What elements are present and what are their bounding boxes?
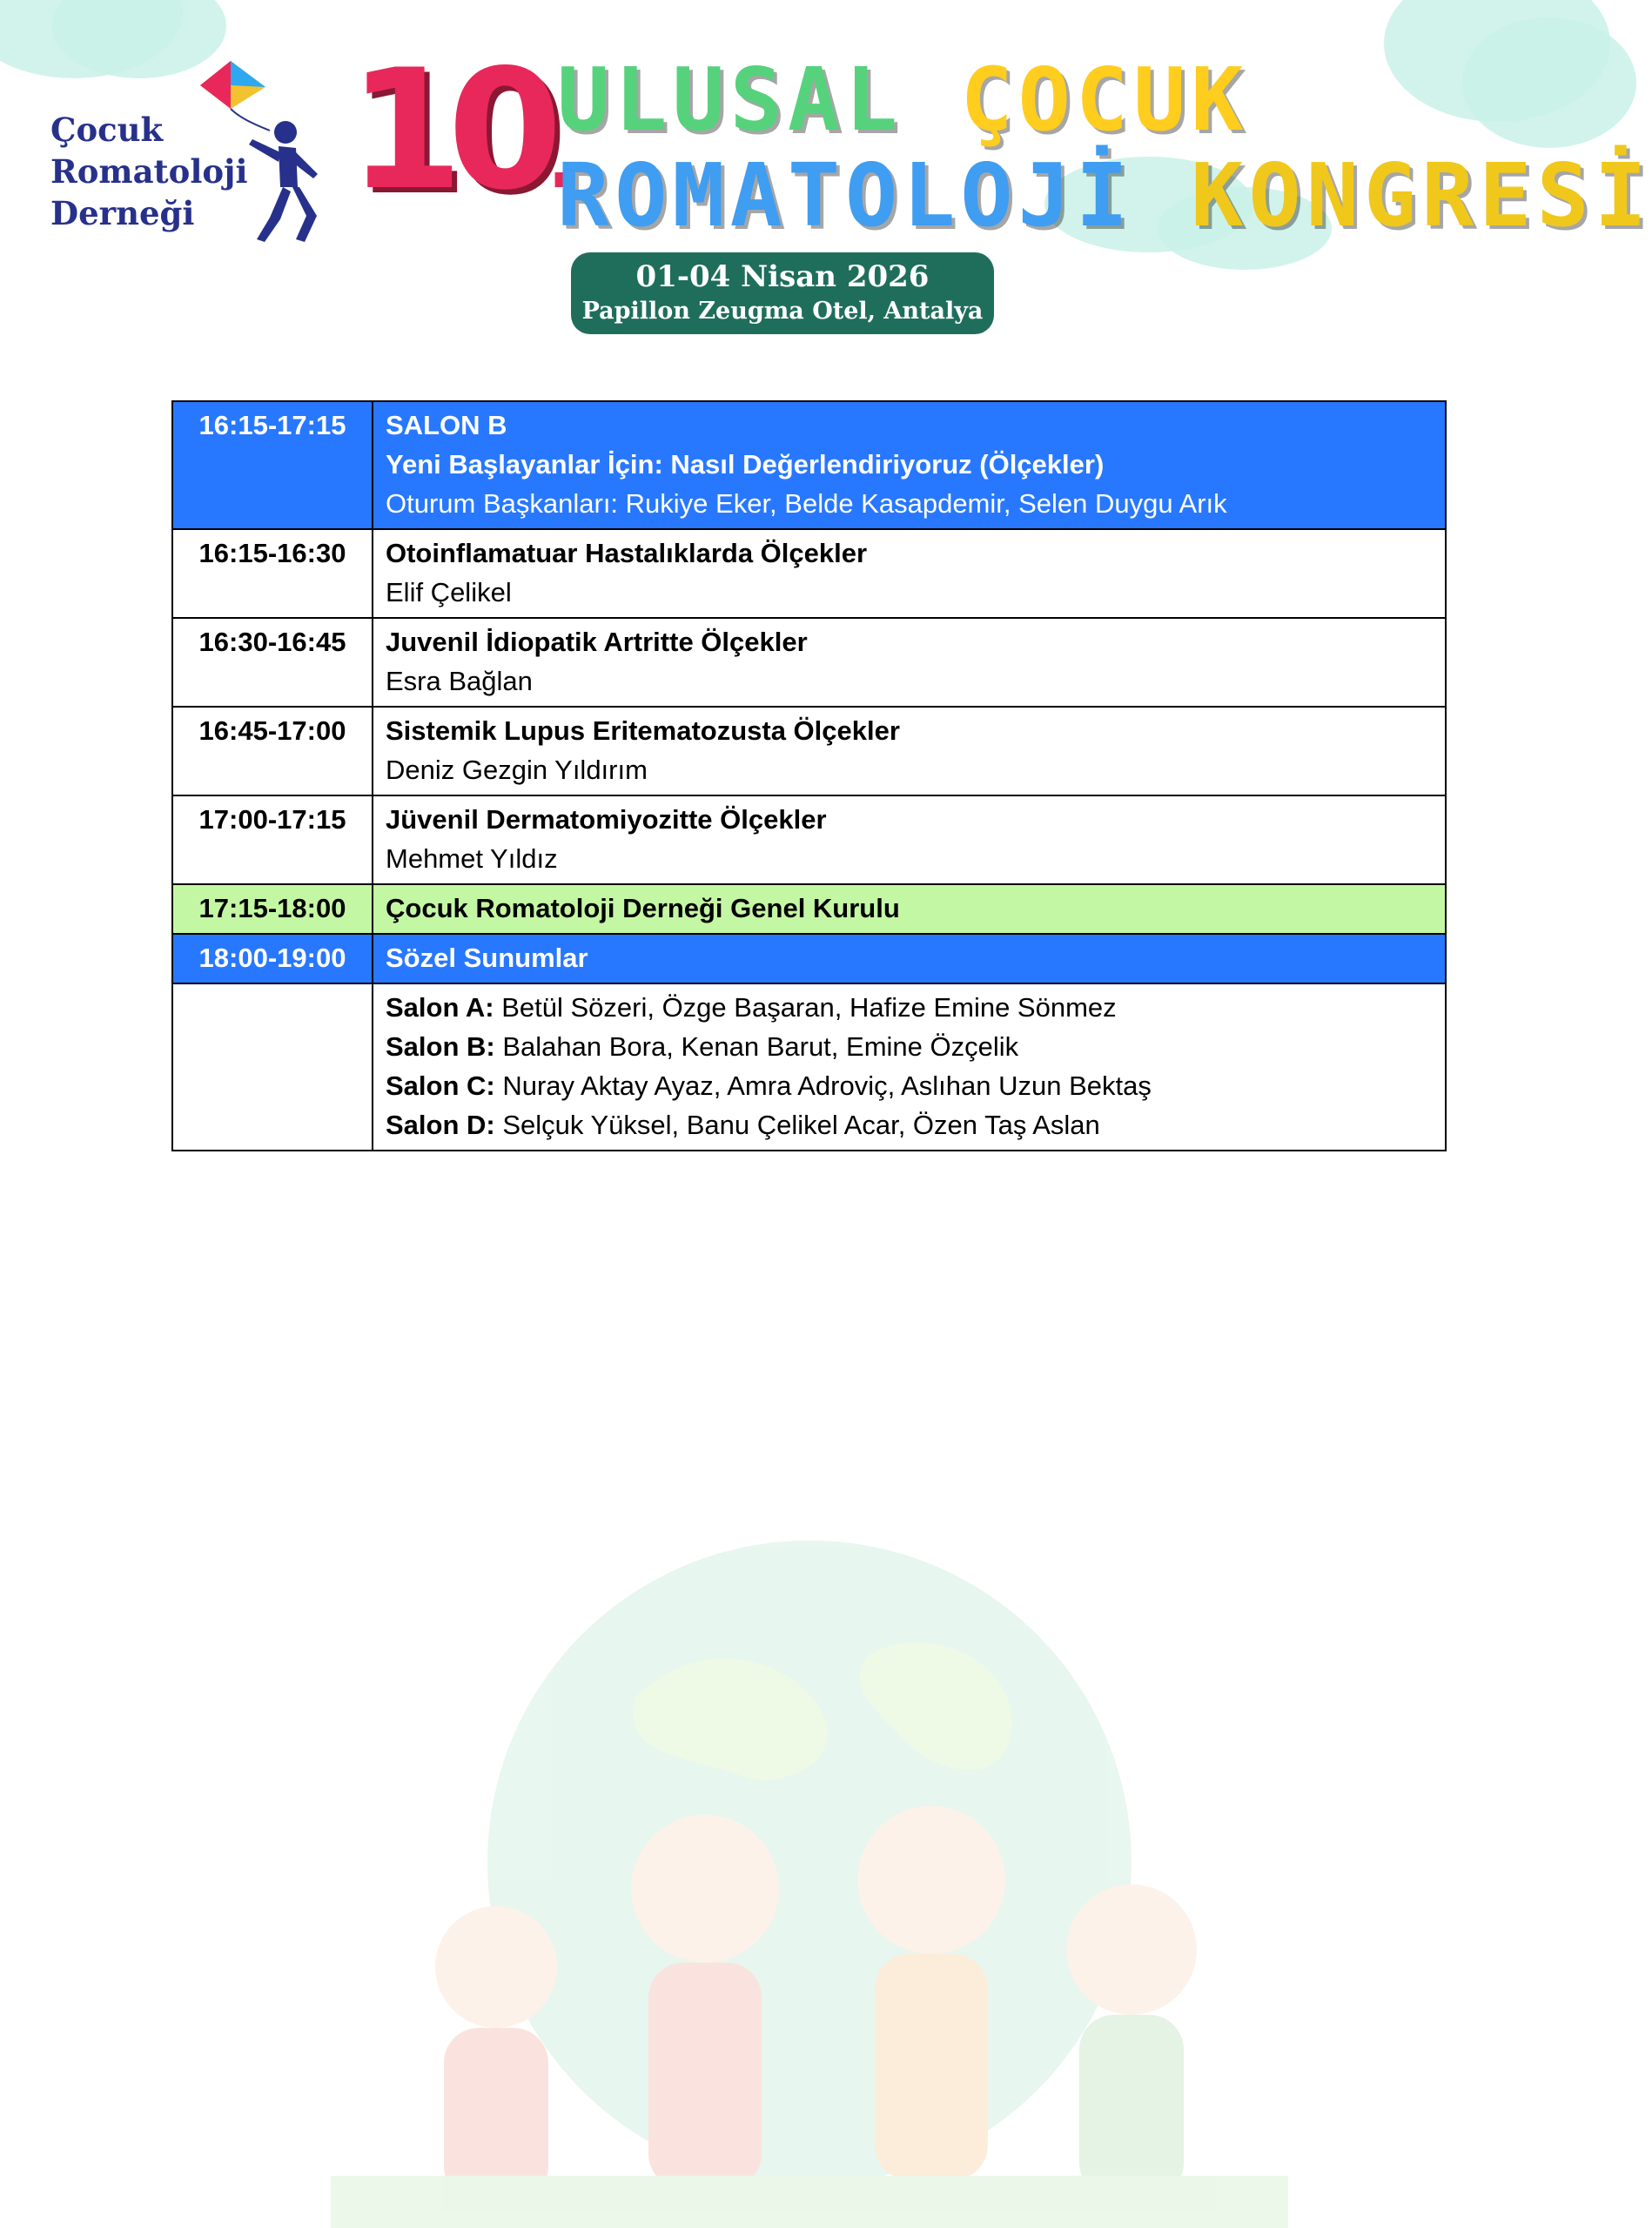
talk-title: Otoinflamatuar Hastalıklarda Ölçekler [386, 538, 868, 568]
congress-title-line-2 [557, 144, 1652, 246]
oral-hall-label: Salon B: [386, 1031, 495, 1062]
talk-speaker: Mehmet Yıldız [386, 843, 558, 874]
cloud-decoration [1462, 17, 1636, 148]
table-row [172, 529, 1446, 618]
talk-speaker: Esra Bağlan [386, 666, 533, 696]
oral-presentations-header-row [172, 934, 1446, 983]
oral-time: 18:00-19:00 [172, 934, 373, 983]
talk-time: 16:15-16:30 [172, 529, 373, 618]
talk-info [373, 707, 1446, 795]
logo-line-1: Çocuk [50, 111, 164, 149]
session-info [373, 401, 1446, 529]
oral-hall-label: Salon A: [386, 992, 494, 1023]
general-assembly-row [172, 884, 1446, 934]
assembly-time: 17:15-18:00 [172, 884, 373, 934]
oral-hall-label: Salon D: [386, 1110, 495, 1140]
logo-line-2: Romatoloji [50, 152, 248, 191]
organization-logo [35, 61, 322, 252]
congress-title-line-1 [557, 49, 1249, 151]
talk-speaker: Deniz Gezgin Yıldırım [386, 755, 648, 785]
talk-title: Jüvenil Dermatomiyozitte Ölçekler [386, 804, 827, 835]
talk-info [373, 795, 1446, 884]
oral-halls-row [172, 983, 1446, 1151]
title-word-ulusal: ULUSAL [557, 49, 903, 151]
talk-time: 16:45-17:00 [172, 707, 373, 795]
congress-number-dot: . [547, 115, 561, 206]
oral-halls [373, 983, 1446, 1151]
oral-hall-item [386, 988, 1433, 1027]
session-time: 16:15-17:15 [172, 401, 373, 529]
oral-hall-names: Betül Sözeri, Özge Başaran, Hafize Emine Sönmez [501, 992, 1117, 1023]
talk-info [373, 529, 1446, 618]
table-row [172, 795, 1446, 884]
congress-dates: 01-04 Nisan 2026 [635, 259, 930, 294]
logo-line-3: Derneği [50, 194, 195, 232]
congress-venue: Papillon Zeugma Otel, Antalya [581, 298, 984, 325]
session-title: Yeni Başlayanlar İçin: Nasıl Değerlendiriyoruz (Ölçekler) [386, 449, 1105, 480]
talk-time: 16:30-16:45 [172, 618, 373, 707]
table-row [172, 618, 1446, 707]
oral-hall-names: Balahan Bora, Kenan Barut, Emine Özçelik [502, 1031, 1019, 1062]
congress-number [348, 34, 561, 244]
title-word-romatoloji: ROMATOLOJİ [557, 144, 1134, 246]
congress-number-digits: 10 [348, 34, 547, 226]
globe-children-illustration [331, 1480, 1288, 2228]
logo-text [50, 109, 248, 234]
assembly-title: Çocuk Romatoloji Derneği Genel Kurulu [373, 884, 1446, 934]
oral-hall-names: Selçuk Yüksel, Banu Çelikel Acar, Özen Taş Aslan [502, 1110, 1100, 1140]
talk-time: 17:00-17:15 [172, 795, 373, 884]
session-chairs: Oturum Başkanları: Rukiye Eker, Belde Kasapdemir, Selen Duygu Arık [386, 488, 1227, 519]
talk-speaker: Elif Çelikel [386, 577, 512, 607]
date-venue-badge [571, 252, 994, 334]
empty-time-cell [172, 983, 373, 1151]
oral-hall-names: Nuray Aktay Ayaz, Amra Adroviç, Aslıhan Uzun Bektaş [502, 1070, 1152, 1101]
talk-title: Juvenil İdiopatik Artritte Ölçekler [386, 627, 808, 657]
talk-info [373, 618, 1446, 707]
title-word-cocuk: ÇOCUK [960, 49, 1249, 151]
oral-hall-item [386, 1027, 1433, 1066]
session-header-row [172, 401, 1446, 529]
oral-title: Sözel Sunumlar [373, 934, 1446, 983]
table-row [172, 707, 1446, 795]
talk-title: Sistemik Lupus Eritematozusta Ölçekler [386, 715, 900, 746]
running-child-icon [235, 113, 322, 244]
oral-hall-item [386, 1066, 1433, 1105]
session-hall: SALON B [386, 410, 507, 440]
title-word-kongresi: KONGRESİ [1191, 144, 1652, 246]
oral-hall-item [386, 1105, 1433, 1144]
oral-hall-label: Salon C: [386, 1070, 495, 1101]
program-table [171, 400, 1447, 1151]
